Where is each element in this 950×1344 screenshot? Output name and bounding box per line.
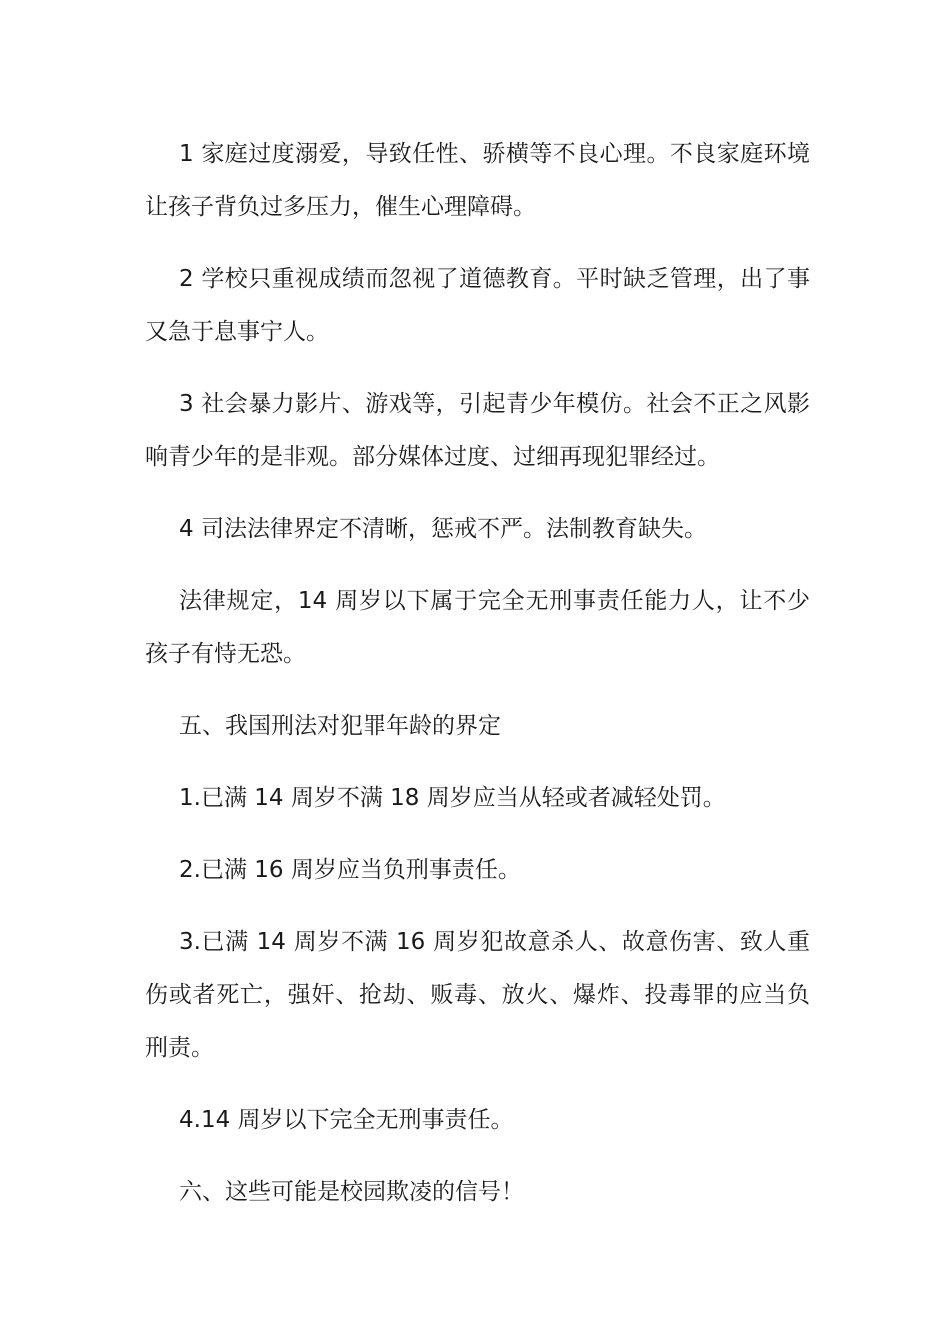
paragraph-school-cause: 2 学校只重视成绩而忽视了道德教育。平时缺乏管理，出了事又急于息事宁人。 bbox=[145, 266, 810, 345]
document-body bbox=[145, 128, 810, 1238]
list-item-age-rule-1: 1.已满 14 周岁不满 18 周岁应当从轻或者减轻处罚。 bbox=[179, 785, 726, 811]
paragraph-judicial-cause: 4 司法法律界定不清晰，惩戒不严。法制教育缺失。 bbox=[179, 516, 707, 542]
paragraph-society-cause: 3 社会暴力影片、游戏等，引起青少年模仿。社会不正之风影响青少年的是非观。部分媒体过度、过细再现犯罪经过。 bbox=[145, 391, 810, 470]
list-item-age-rule-4: 4.14 周岁以下完全无刑事责任。 bbox=[179, 1107, 514, 1133]
paragraph-law-provision: 法律规定，14 周岁以下属于完全无刑事责任能力人，让不少孩子有恃无恐。 bbox=[145, 588, 810, 667]
section-heading-five: 五、我国刑法对犯罪年龄的界定 bbox=[179, 713, 501, 739]
list-item-age-rule-3: 3.已满 14 周岁不满 16 周岁犯故意杀人、故意伤害、致人重伤或者死亡，强奸、抢劫、贩毒、放火、爆炸、投毒罪的应当负刑责。 bbox=[145, 929, 810, 1061]
list-item-age-rule-2: 2.已满 16 周岁应当负刑事责任。 bbox=[179, 857, 521, 883]
section-heading-six: 六、这些可能是校园欺凌的信号！ bbox=[179, 1179, 524, 1205]
paragraph-family-cause: 1 家庭过度溺爱，导致任性、骄横等不良心理。不良家庭环境让孩子背负过多压力，催生心理障碍。 bbox=[145, 141, 810, 220]
